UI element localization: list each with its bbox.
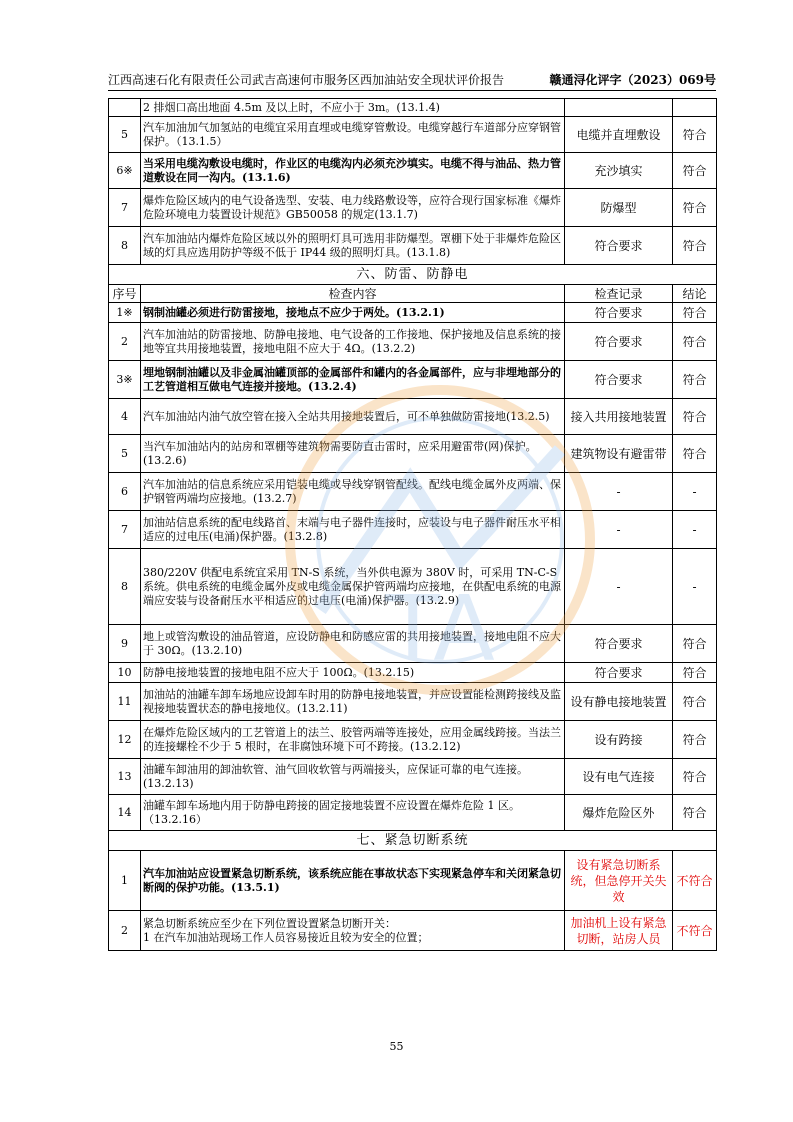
result-cell: 符合 xyxy=(673,795,717,831)
section-heading: 六、防雷、防静电 xyxy=(109,265,717,285)
record-cell: 接入共用接地装置 xyxy=(565,399,673,435)
row-number-cell: 8 xyxy=(109,549,141,625)
content-cell: 在爆炸危险区域内的工艺管道上的法兰、胶管两端等连接处，应用金属线跨接。当法兰的连接螺栓不少于 5 根时，在非腐蚀环境下可不跨接。(13.2.12) xyxy=(141,721,565,759)
result-cell: 符合 xyxy=(673,153,717,189)
section-heading: 七、紧急切断系统 xyxy=(109,831,717,851)
table-row xyxy=(109,435,717,473)
row-number-cell: 8 xyxy=(109,227,141,265)
table-row xyxy=(109,323,717,361)
record-cell: 设有跨接 xyxy=(565,721,673,759)
content-cell: 油罐车卸车场地内用于防静电跨接的固定接地装置不应设置在爆炸危险 1 区。（13.2.16） xyxy=(141,795,565,831)
result-cell: 符合 xyxy=(673,399,717,435)
record-cell: 设有电气连接 xyxy=(565,759,673,795)
row-number-cell: 1 xyxy=(109,851,141,911)
table-row xyxy=(109,117,717,153)
row-number-cell: 13 xyxy=(109,759,141,795)
report-title: 江西高速石化有限责任公司武吉高速何市服务区西加油站安全现状评价报告 xyxy=(108,73,505,87)
row-number-cell xyxy=(109,99,141,117)
table-row xyxy=(109,227,717,265)
content-cell: 加油站信息系统的配电线路首、末端与电子器件连接时，应装设与电子器件耐压水平相适应的过电压(电涌)保护器。(13.2.8) xyxy=(141,511,565,549)
result-cell: - xyxy=(673,549,717,625)
table-row xyxy=(109,399,717,435)
table-row xyxy=(109,511,717,549)
table-row xyxy=(109,663,717,683)
record-cell: 设有紧急切断系统，但急停开关失效 xyxy=(565,851,673,911)
result-cell: 符合 xyxy=(673,625,717,663)
table-row xyxy=(109,721,717,759)
row-number-cell: 5 xyxy=(109,117,141,153)
result-cell: 不符合 xyxy=(673,911,717,951)
result-cell: 符合 xyxy=(673,117,717,153)
content-cell: 油罐车卸油用的卸油软管、油气回收软管与两端接头，应保证可靠的电气连接。(13.2.13) xyxy=(141,759,565,795)
table-row xyxy=(109,759,717,795)
row-number-cell: 7 xyxy=(109,189,141,227)
result-cell: 符合 xyxy=(673,435,717,473)
content-cell: 加油站的油罐车卸车场地应设卸车时用的防静电接地装置，并应设置能检测跨接线及监视接地装置状态的静电接地仪。(13.2.11) xyxy=(141,683,565,721)
table-row xyxy=(109,189,717,227)
record-cell: 加油机上设有紧急切断，站房人员 xyxy=(565,911,673,951)
record-cell: - xyxy=(565,511,673,549)
record-cell: 建筑物设有避雷带 xyxy=(565,435,673,473)
content-cell: 钢制油罐必须进行防雷接地，接地点不应少于两处。(13.2.1) xyxy=(141,303,565,323)
content-cell: 汽车加油站的信息系统应采用铠装电缆或导线穿钢管配线。配线电缆金属外皮两端、保护钢管两端均应接地。(13.2.7) xyxy=(141,473,565,511)
record-cell: 电缆并直埋敷设 xyxy=(565,117,673,153)
page-header xyxy=(108,70,716,91)
content-cell: 埋地钢制油罐以及非金属油罐顶部的金属部件和罐内的各金属部件，应与非埋地部分的工艺管道相互做电气连接并接地。(13.2.4) xyxy=(141,361,565,399)
record-cell: - xyxy=(565,473,673,511)
record-cell: 符合要求 xyxy=(565,303,673,323)
result-cell: 符合 xyxy=(673,303,717,323)
row-number-cell: 10 xyxy=(109,663,141,683)
inspection-table xyxy=(108,98,717,951)
result-cell: 符合 xyxy=(673,721,717,759)
result-cell: 不符合 xyxy=(673,851,717,911)
content-cell: 汽车加油站的防雷接地、防静电接地、电气设备的工作接地、保护接地及信息系统的接地等宜共用接地装置，接地电阻不应大于 4Ω。(13.2.2) xyxy=(141,323,565,361)
document-number: 赣通浔化评字（2023）069号 xyxy=(549,73,716,87)
row-number-cell: 6 xyxy=(109,473,141,511)
result-cell: 符合 xyxy=(673,663,717,683)
record-cell: - xyxy=(565,549,673,625)
content-cell: 当汽车加油站内的站房和罩棚等建筑物需要防直击雷时，应采用避雷带(网)保护。(13.2.6) xyxy=(141,435,565,473)
content-cell: 当采用电缆沟敷设电缆时，作业区的电缆沟内必须充沙填实。电缆不得与油品、热力管道敷设在同一沟内。(13.1.6) xyxy=(141,153,565,189)
result-cell: - xyxy=(673,473,717,511)
row-number-cell: 14 xyxy=(109,795,141,831)
row-number-cell: 12 xyxy=(109,721,141,759)
content-cell: 汽车加油加气加氢站的电缆宜采用直埋或电缆穿管敷设。电缆穿越行车道部分应穿钢管保护。（13.1.5） xyxy=(141,117,565,153)
record-cell: 符合要求 xyxy=(565,663,673,683)
row-number-cell: 9 xyxy=(109,625,141,663)
result-cell: 符合 xyxy=(673,759,717,795)
record-cell: 爆炸危险区外 xyxy=(565,795,673,831)
row-number-cell: 4 xyxy=(109,399,141,435)
content-cell: 防静电接地装置的接地电阻不应大于 100Ω。(13.2.15) xyxy=(141,663,565,683)
record-cell: 符合要求 xyxy=(565,361,673,399)
result-cell: 符合 xyxy=(673,323,717,361)
result-cell: 符合 xyxy=(673,361,717,399)
section-heading-row xyxy=(109,831,717,851)
table-row xyxy=(109,625,717,663)
record-cell: 符合要求 xyxy=(565,227,673,265)
table-row xyxy=(109,473,717,511)
content-cell: 汽车加油站应设置紧急切断系统，该系统应能在事故状态下实现紧急停车和关闭紧急切断阀的保护功能。(13.5.1) xyxy=(141,851,565,911)
page-number: 55 xyxy=(389,1040,404,1053)
record-cell xyxy=(565,99,673,117)
table-row xyxy=(109,851,717,911)
row-number-cell: 5 xyxy=(109,435,141,473)
result-cell xyxy=(673,99,717,117)
table-row-continued xyxy=(109,99,717,117)
row-number-cell: 7 xyxy=(109,511,141,549)
result-cell: 符合 xyxy=(673,189,717,227)
row-number-cell: 6※ xyxy=(109,153,141,189)
result-cell: - xyxy=(673,511,717,549)
record-cell: 符合要求 xyxy=(565,625,673,663)
column-header-record: 检查记录 xyxy=(565,285,673,303)
row-number-cell: 1※ xyxy=(109,303,141,323)
column-header-row xyxy=(109,285,717,303)
row-number-cell: 3※ xyxy=(109,361,141,399)
column-header-content: 检查内容 xyxy=(141,285,565,303)
content-cell: 地上或管沟敷设的油品管道，应设防静电和防感应雷的共用接地装置，接地电阻不应大于 30Ω。(13.2.10) xyxy=(141,625,565,663)
content-cell: 汽车加油站内油气放空管在接入全站共用接地装置后，可不单独做防雷接地(13.2.5) xyxy=(141,399,565,435)
table-row xyxy=(109,795,717,831)
record-cell: 充沙填实 xyxy=(565,153,673,189)
record-cell: 防爆型 xyxy=(565,189,673,227)
row-number-cell: 2 xyxy=(109,323,141,361)
column-header-result: 结论 xyxy=(673,285,717,303)
table-row xyxy=(109,549,717,625)
content-cell: 爆炸危险区域内的电气设备选型、安装、电力线路敷设等，应符合现行国家标准《爆炸危险环境电力装置设计规范》GB50058 的规定(13.1.7) xyxy=(141,189,565,227)
table-row xyxy=(109,303,717,323)
section-heading-row xyxy=(109,265,717,285)
content-cell: 2 排烟口高出地面 4.5m 及以上时，不应小于 3m。(13.1.4) xyxy=(141,99,565,117)
result-cell: 符合 xyxy=(673,227,717,265)
result-cell: 符合 xyxy=(673,683,717,721)
table-row xyxy=(109,361,717,399)
watermark-letters: TA xyxy=(385,577,495,682)
record-cell: 符合要求 xyxy=(565,323,673,361)
table-row xyxy=(109,683,717,721)
content-cell: 汽车加油站内爆炸危险区域以外的照明灯具可选用非防爆型。罩棚下处于非爆炸危险区域的灯具应选用防护等级不低于 IP44 级的照明灯具。(13.1.8) xyxy=(141,227,565,265)
row-number-cell: 2 xyxy=(109,911,141,951)
column-header-number: 序号 xyxy=(109,285,141,303)
table-row xyxy=(109,153,717,189)
row-number-cell: 11 xyxy=(109,683,141,721)
content-cell: 380/220V 供配电系统宜采用 TN-S 系统，当外供电源为 380V 时，可采用 TN-C-S 系统。供电系统的电缆金属外皮或电缆金属保护管两端均应接地，在供配电系统的电源端应安装与设备耐压水平相适应的过电压(电涌)保护器。(13.2.9) xyxy=(141,549,565,625)
content-cell: 紧急切断系统应至少在下列位置设置紧急切断开关： 1 在汽车加油站现场工作人员容易接近且较为安全的位置； xyxy=(141,911,565,951)
table-row xyxy=(109,911,717,951)
record-cell: 设有静电接地装置 xyxy=(565,683,673,721)
